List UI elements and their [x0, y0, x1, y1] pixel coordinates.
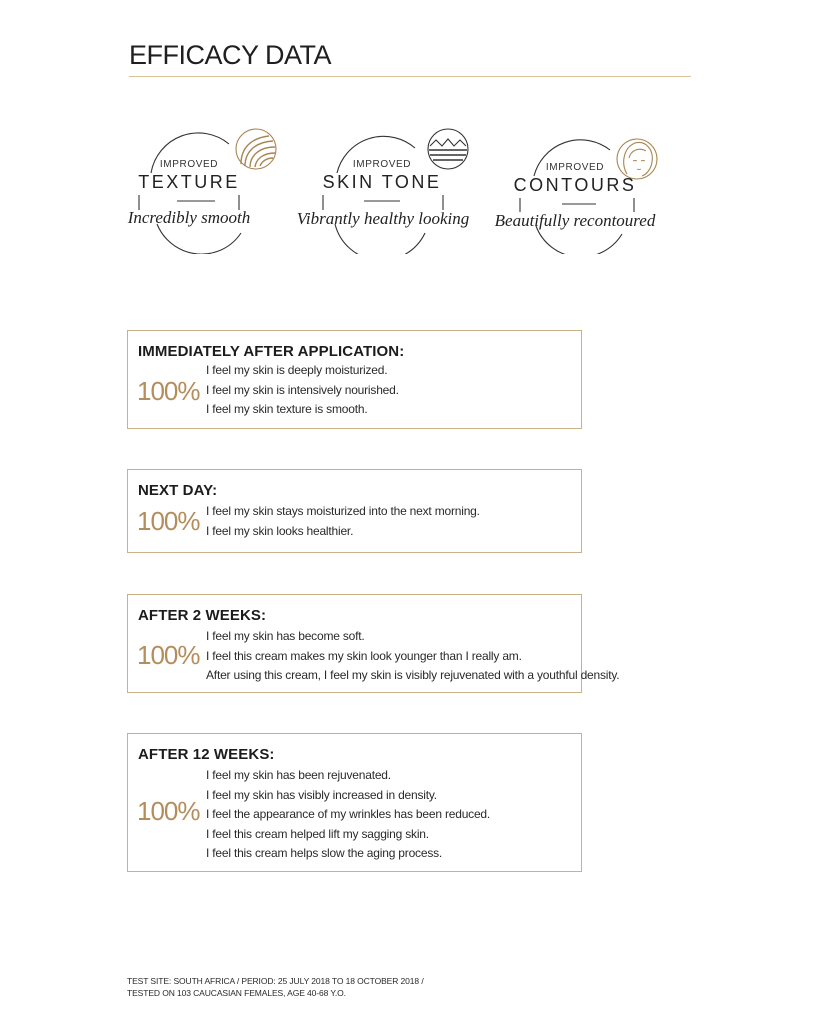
result-percent: 100% — [137, 640, 200, 670]
result-percent: 100% — [137, 506, 200, 536]
result-statement: I feel this cream helps slow the aging process. — [206, 846, 443, 860]
result-box-2-weeks — [127, 594, 620, 693]
badge-tagline-skin-tone: Vibrantly healthy looking — [296, 209, 470, 228]
result-box-12-weeks — [127, 733, 582, 872]
result-heading: NEXT DAY: — [138, 482, 218, 499]
result-statement-list — [206, 766, 490, 864]
result-box-next-day — [127, 469, 582, 553]
result-statement: I feel my skin has become soft. — [206, 629, 365, 643]
test-footnote — [127, 975, 447, 999]
badge-tagline-contours: Beautifully recontoured — [494, 211, 656, 230]
result-percent: 100% — [137, 376, 200, 406]
title-divider — [129, 76, 691, 77]
result-statement: I feel my skin stays moisturized into the next morning. — [206, 504, 480, 518]
result-heading: AFTER 2 WEEKS: — [138, 607, 267, 624]
badge-feature-contours: CONTOURS — [513, 175, 637, 195]
result-statement: I feel my skin texture is smooth. — [206, 402, 368, 416]
result-box-immediately — [127, 330, 582, 429]
result-heading: IMMEDIATELY AFTER APPLICATION: — [138, 343, 405, 360]
result-statement-list — [206, 361, 399, 420]
footnote-line: TEST SITE: SOUTH AFRICA / PERIOD: 25 JULY 2018 TO 18 OCTOBER 2018 / — [127, 976, 424, 986]
badge-improved-label: IMPROVED — [352, 159, 412, 170]
badge-feature-skin-tone: SKIN TONE — [322, 172, 442, 192]
result-statement: I feel my skin has visibly increased in density. — [206, 787, 437, 802]
result-statement: I feel this cream makes my skin look younger than I really am. — [206, 648, 522, 663]
result-statement: I feel my skin has been rejuvenated. — [206, 768, 391, 782]
result-statement: I feel my skin is deeply moisturized. — [206, 363, 388, 377]
result-statement: I feel the appearance of my wrinkles has been reduced. — [206, 807, 491, 821]
footnote-line: TESTED ON 103 CAUCASIAN FEMALES, AGE 40-68 Y.O. — [127, 988, 346, 998]
result-statement: After using this cream, I feel my skin is visibly rejuvenated with a youthful density. — [206, 668, 620, 682]
result-heading: AFTER 12 WEEKS: — [138, 746, 275, 763]
result-statement: I feel my skin looks healthier. — [206, 523, 354, 538]
result-statement-list — [206, 627, 619, 686]
badge-improved-label: IMPROVED — [545, 162, 605, 173]
result-statement-list — [206, 502, 480, 541]
badge-contours — [496, 128, 696, 254]
result-statement: I feel my skin is intensively nourished. — [206, 382, 399, 397]
badge-feature-texture: TEXTURE — [138, 172, 240, 192]
badge-improved-label: IMPROVED — [159, 159, 219, 170]
badge-tagline-texture: Incredibly smooth — [127, 208, 251, 227]
page-title: EFFICACY DATA — [129, 40, 332, 70]
badge-skin-tone — [297, 128, 497, 254]
result-percent: 100% — [137, 796, 200, 826]
face-outline-icon — [617, 139, 657, 179]
result-statement: I feel this cream helped lift my sagging skin. — [206, 826, 429, 841]
